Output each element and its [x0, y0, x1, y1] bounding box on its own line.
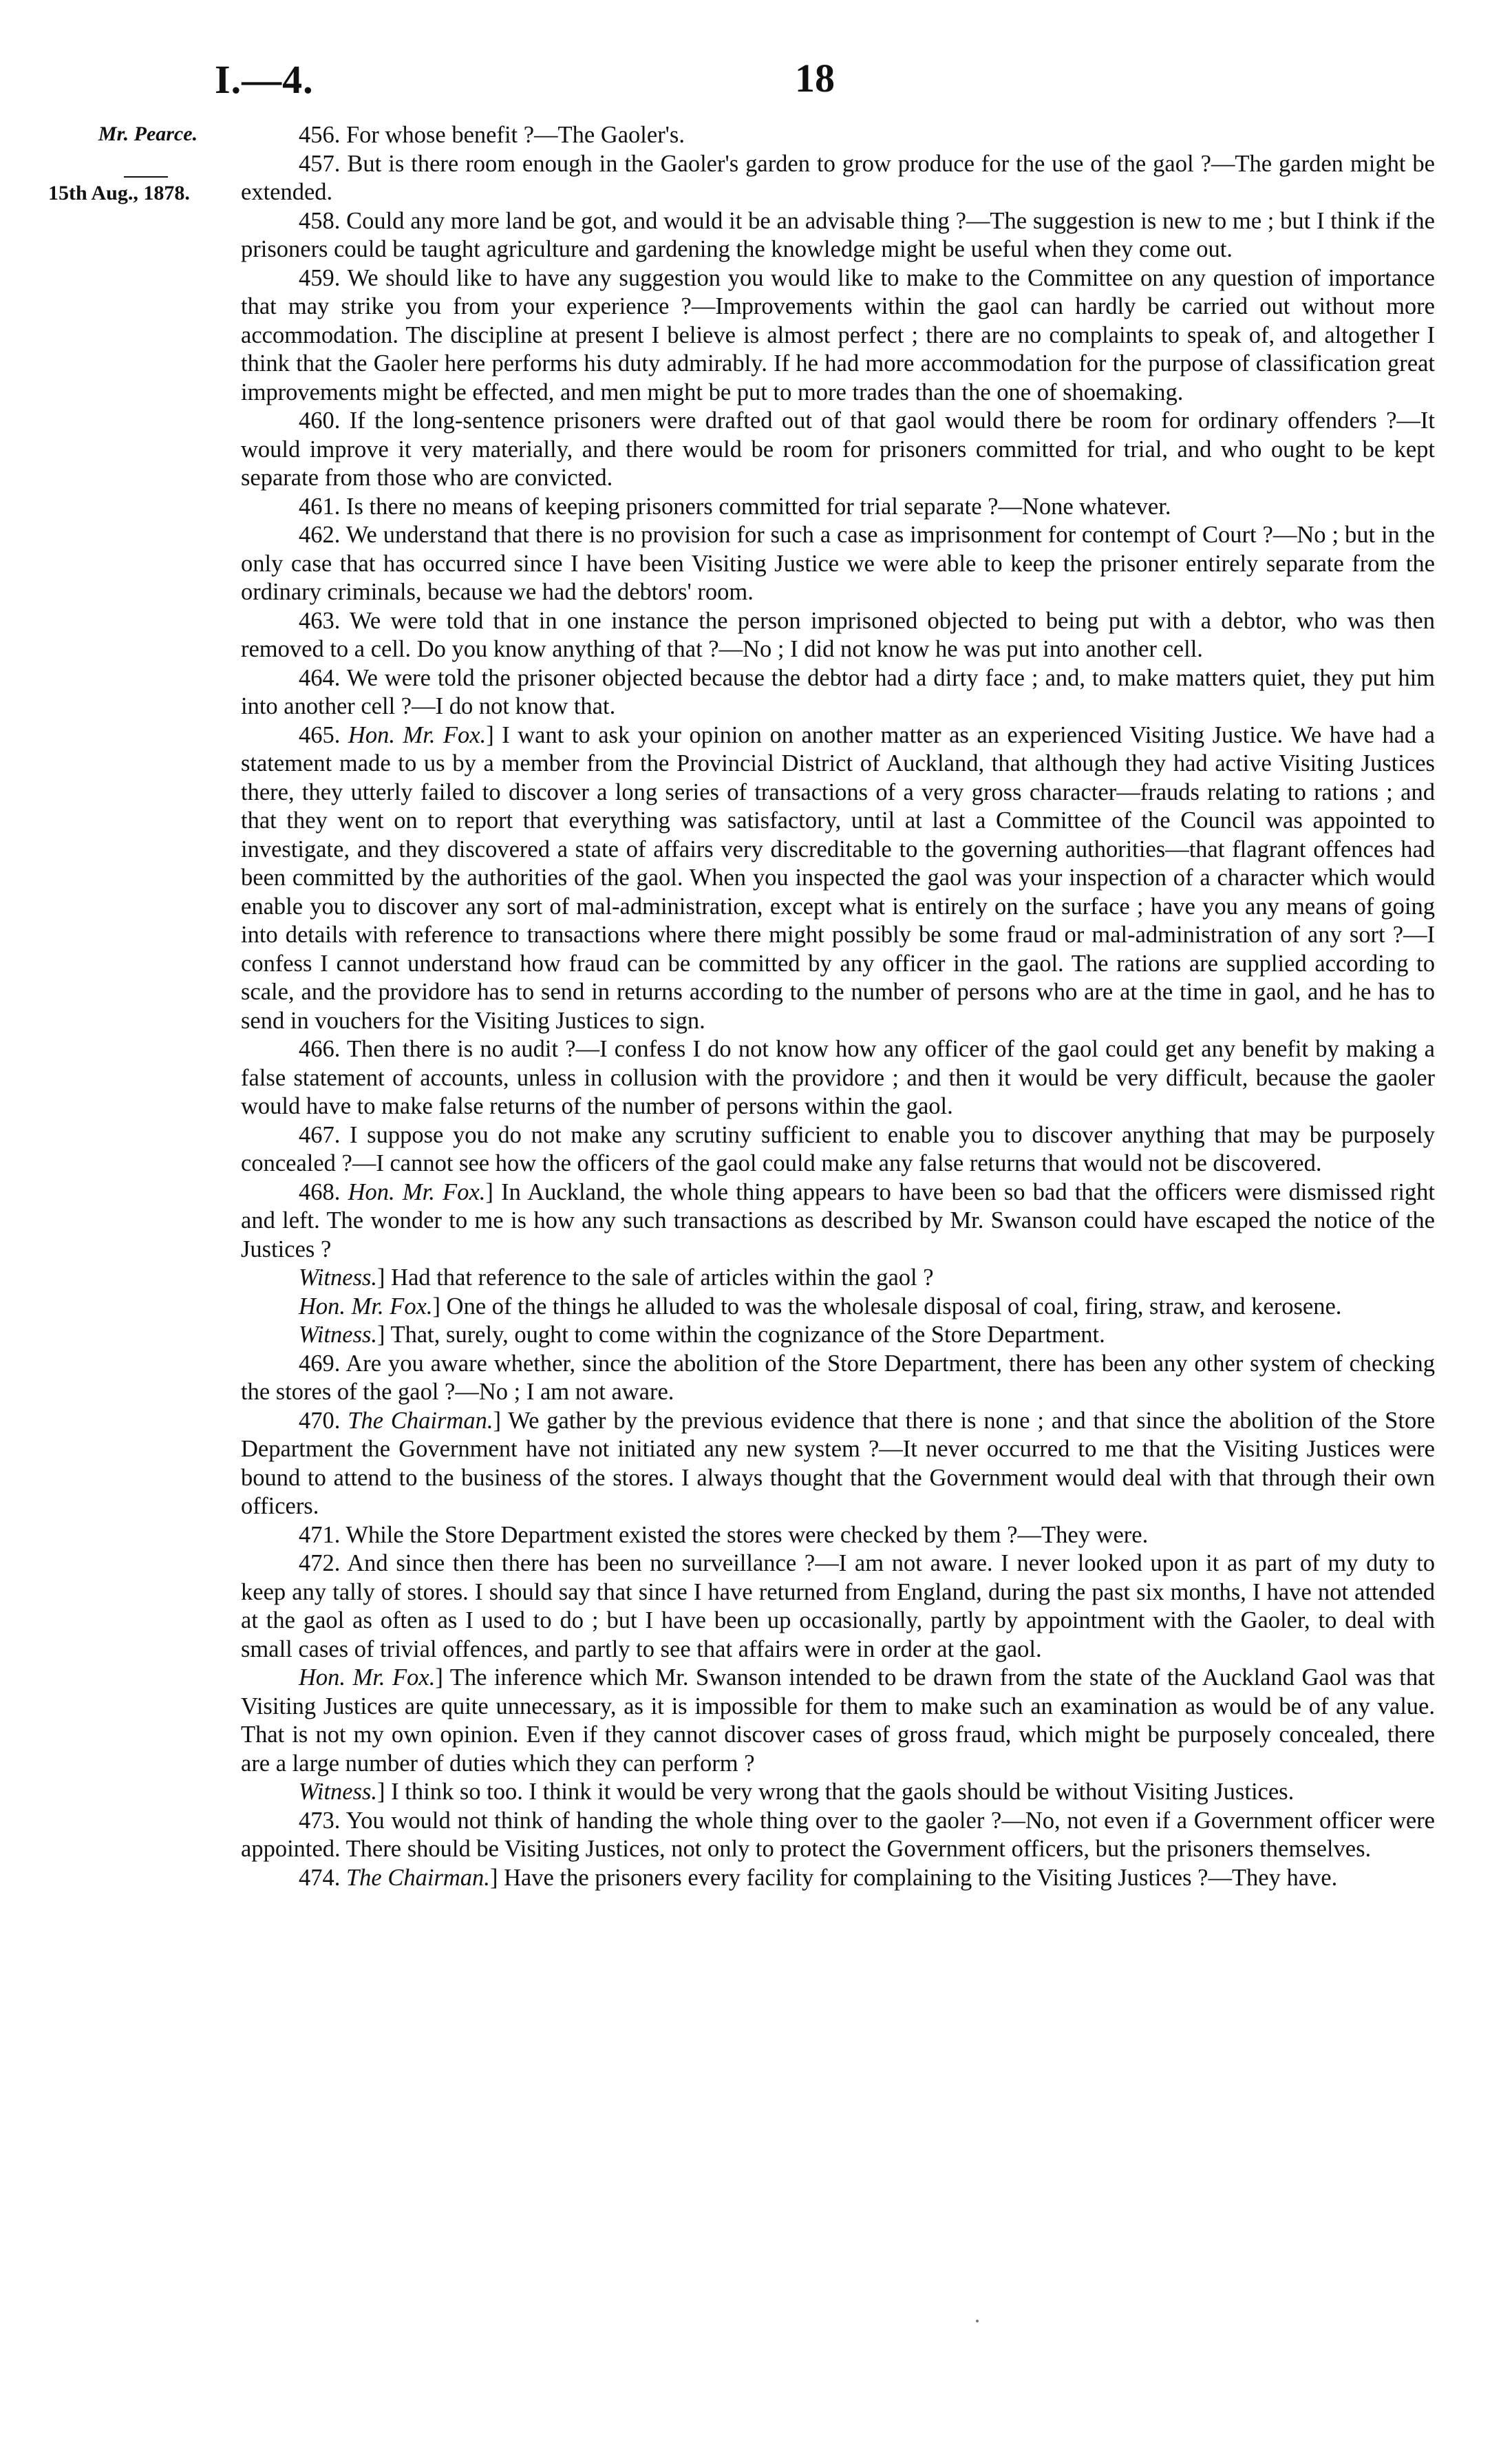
speaker-name: Hon. Mr. Fox.	[348, 1178, 486, 1205]
evidence-paragraph	[241, 407, 1435, 493]
paragraph-text: 456. For whose benefit ?—The Gaoler's.	[299, 122, 685, 148]
speaker-name: Witness.	[299, 1264, 378, 1291]
hearing-date: 15th Aug., 1878.	[48, 182, 190, 204]
evidence-paragraph	[241, 607, 1435, 664]
evidence-paragraph	[241, 150, 1435, 207]
evidence-paragraph	[241, 1035, 1435, 1121]
evidence-paragraph	[241, 521, 1435, 607]
paragraph-text: 473. You would not think of handing the whole thing over to the gaoler ?—No, not even if a Government officer were appointed. There should be Visiting Justices, not only to protect the Government officers, but the prisoners themselves.	[241, 1807, 1435, 1862]
question-number: 465.	[299, 721, 341, 748]
paragraph-text: 467. I suppose you do not make any scrutiny sufficient to enable you to discover anything that may be purposely concealed ?—I cannot see how the officers of the gaol could make any false returns that would not be discovered.	[241, 1121, 1435, 1176]
evidence-paragraph: Witness.] Had that reference to the sale of articles within the gaol ?	[299, 1264, 934, 1291]
question-number: 470.	[299, 1407, 341, 1434]
evidence-paragraph: 468. Hon. Mr. Fox.] In Auckland, the whole thing appears to have been so bad that the officers were dismissed right and left. The wonder to me is how any such transactions as described by Mr. Swanson could have escaped the notice of the Justices ?	[241, 1178, 1435, 1262]
paper-reference: I.—4.	[215, 57, 314, 102]
evidence-paragraph: Witness.] That, surely, ought to come within the cognizance of the Store Department.	[299, 1322, 1105, 1348]
speaker-name: The Chairman.	[346, 1864, 490, 1891]
margin-notes	[48, 123, 248, 205]
paragraph-text: 462. We understand that there is no provision for such a case as imprisonment for contempt of Court ?—No ; but in the only case that has occurred since I have been Visiting Justice we were able to keep the prisoner entirely separate from the ordinary criminals, because we had the debtors' room.	[241, 522, 1435, 605]
paragraph-text: 469. Are you aware whether, since the abolition of the Store Department, there has been any other system of checking the stores of the gaol ?—No ; I am not aware.	[241, 1350, 1435, 1405]
paragraph-text: 466. Then there is no audit ?—I confess I do not know how any officer of the gaol could get any benefit by making a false statement of accounts, unless in collusion with the providore ; and then it would be very difficult, because the gaoler would have to make false returns of the number of persons within the gaol.	[241, 1036, 1435, 1119]
paragraph-text: 458. Could any more land be got, and would it be an advisable thing ?—The suggestion is new to me ; but I think if the prisoners could be taught agriculture and gardening the knowledge might be useful when they come out.	[241, 207, 1435, 262]
evidence-paragraph	[241, 1350, 1435, 1407]
evidence-paragraph	[241, 1121, 1435, 1178]
paragraph-text: 461. Is there no means of keeping prisoners committed for trial separate ?—None whatever.	[299, 493, 1171, 520]
speaker-name: Hon. Mr. Fox.	[299, 1293, 433, 1320]
speaker-name: The Chairman.	[348, 1407, 493, 1434]
paragraph-text: 463. We were told that in one instance the person imprisoned objected to being put with a debtor, who was then removed to a cell. Do you know anything of that ?—No ; I did not know he was put into another cell.	[241, 607, 1435, 662]
evidence-paragraph: Hon. Mr. Fox.] The inference which Mr. Swanson intended to be drawn from the state of the Auckland Gaol was that Visiting Justices are quite unnecessary, as it is impossible for them to make such an examination as would be of any value. That is not my own opinion. Even if they cannot discover cases of gross fraud, which might be purposely concealed, there are a large number of duties which they can perform ?	[241, 1664, 1435, 1777]
page-header	[0, 41, 1512, 110]
evidence-paragraph: 470. The Chairman.] We gather by the previous evidence that there is none ; and that since the abolition of the Store Department the Government have not initiated any new system ?—It never occurred to me that the Visiting Justices were bound to attend to the business of the stores. I always thought that the Government would deal with that through their own officers.	[241, 1407, 1436, 1519]
paragraph-text: Have the prisoners every facility for complaining to the Visiting Justices ?—They have.	[504, 1864, 1338, 1891]
speaker-name: Witness.	[299, 1779, 378, 1805]
evidence-paragraph	[241, 207, 1435, 264]
margin-rule	[124, 176, 168, 178]
question-number: 474.	[299, 1864, 341, 1891]
evidence-paragraph: 465. Hon. Mr. Fox.] I want to ask your opinion on another matter as an experienced Visiting Justice. We have had a statement made to us by a member from the Provincial District of Auckland, that although they had active Visiting Justices there, they utterly failed to discover a long series of transactions of a very gross character—frauds relating to rations ; and that they went on to report that everything was satisfactory, until at last a Committee of the Council was appointed to investigate, and they discovered a state of affairs very discreditable to the governing authorities—that flagrant offences had been committed by the authorities of the gaol. When you inspected the gaol was your inspection of a character which would enable you to discover any sort of mal-administration, except what is entirely on the surface ; have you any means of going into details with reference to transactions where there might possibly be some fraud or mal-administration of any sort ?—I confess I cannot understand how fraud can be committed by any officer in the gaol. The rations are supplied according to scale, and the providore has to send in returns according to the number of persons who are at the time in gaol, and he has to send in vouchers for the Visiting Justices to sign.	[241, 721, 1435, 1034]
evidence-paragraph	[241, 1807, 1435, 1864]
paragraph-text: The inference which Mr. Swanson intended to be drawn from the state of the Auckland Gaol was that Visiting Justices are quite unnecessary, as it is impossible for them to make such an examination as would be of any value. That is not my own opinion. Even if they cannot discover cases of gross fraud, which might be purposely concealed, there are a large number of duties which they can perform ?	[241, 1664, 1435, 1777]
question-number: 468.	[299, 1178, 341, 1205]
evidence-paragraph	[241, 1521, 1435, 1550]
paragraph-text: I want to ask your opinion on another matter as an experienced Visiting Justice. We have had a statement made to us by a member from the Provincial District of Auckland, that although they had active Visiting Justices there, they utterly failed to discover a long series of transactions of a very gross character—frauds relating to rations ; and that they went on to report that everything was satisfactory, until at last a Committee of the Council was appointed to investigate, and they discovered a state of affairs very discreditable to the governing authorities—that flagrant offences had been committed by the authorities of the gaol. When you inspected the gaol was your inspection of a character which would enable you to discover any sort of mal-administration, except what is entirely on the surface ; have you any means of going into details with reference to transactions where there might possibly be some fraud or mal-administration of any sort ?—I confess I cannot understand how fraud can be committed by any officer in the gaol. The rations are supplied according to scale, and the providore has to send in returns according to the number of persons who are at the time in gaol, and he has to send in vouchers for the Visiting Justices to sign.	[241, 721, 1435, 1034]
evidence-paragraph: Witness.] I think so too. I think it would be very wrong that the gaols should be without Visiting Justices.	[299, 1779, 1295, 1805]
paragraph-text: 464. We were told the prisoner objected because the debtor had a dirty face ; and, to make matters quiet, they put him into another cell ?—I do not know that.	[241, 664, 1435, 719]
speaker-name: Witness.	[299, 1322, 378, 1348]
speaker-name: Hon. Mr. Fox.	[299, 1664, 436, 1691]
paragraph-text: 472. And since then there has been no surveillance ?—I am not aware. I never looked upon it as part of my duty to keep any tally of stores. I should say that since I have returned from England, during the past six months, I have not attended at the gaol as often as I used to do ; but I have been up occasionally, partly by appointment with the Gaoler, to deal with small cases of trivial offences, and partly to see that affairs were in order at the gaol.	[241, 1550, 1435, 1662]
evidence-paragraph: 474. The Chairman.] Have the prisoners every facility for complaining to the Visiting Justices ?—They have.	[299, 1864, 1338, 1891]
evidence-paragraph	[241, 664, 1435, 721]
evidence-text	[241, 121, 1435, 1892]
evidence-paragraph	[241, 493, 1435, 522]
evidence-paragraph: Hon. Mr. Fox.] One of the things he alluded to was the wholesale disposal of coal, firing, straw, and kerosene.	[299, 1293, 1342, 1320]
speaker-name: Hon. Mr. Fox.	[348, 721, 487, 748]
paragraph-text: 459. We should like to have any suggestion you would like to make to the Committee on any question of importance that may strike you from your experience ?—Improvements within the gaol can hardly be carried out without more accommodation. The discipline at present I believe is almost perfect ; there are no complaints to speak of, and altogether I think that the Gaoler here performs his duty admirably. If he had more accommodation for the purpose of classification great improvements might be effected, and men might be put to more trades than the one of shoemaking.	[241, 264, 1435, 405]
paragraph-text: 457. But is there room enough in the Gaoler's garden to grow produce for the use of the gaol ?—The garden might be extended.	[241, 150, 1435, 205]
paragraph-text: One of the things he alluded to was the wholesale disposal of coal, firing, straw, and kerosene.	[446, 1293, 1342, 1320]
witness-name: Mr. Pearce.	[98, 123, 198, 145]
paragraph-text: 471. While the Store Department existed the stores were checked by them ?—They were.	[299, 1521, 1149, 1548]
evidence-paragraph	[241, 264, 1435, 407]
print-speck	[976, 2320, 979, 2322]
paragraph-text: 460. If the long-sentence prisoners were drafted out of that gaol would there be room for ordinary offenders ?—It would improve it very materially, and there would be room for prisoners committed for trial, and who ought to be kept separate from those who are convicted.	[241, 407, 1435, 491]
page-number: 18	[795, 56, 835, 100]
evidence-paragraph	[241, 1549, 1435, 1664]
paragraph-text: I think so too. I think it would be very wrong that the gaols should be without Visiting Justices.	[391, 1779, 1295, 1805]
paragraph-text: In Auckland, the whole thing appears to have been so bad that the officers were dismissed right and left. The wonder to me is how any such transactions as described by Mr. Swanson could have escaped the notice of the Justices ?	[241, 1178, 1435, 1262]
paragraph-text: Had that reference to the sale of articles within the gaol ?	[391, 1264, 934, 1291]
paragraph-text: That, surely, ought to come within the cognizance of the Store Department.	[390, 1322, 1105, 1348]
paragraph-text: We gather by the previous evidence that there is none ; and that since the abolition of the Store Department the Government have not initiated any new system ?—It never occurred to me that the Visiting Justices were bound to attend to the business of the stores. I always thought that the Government would deal with that through their own officers.	[241, 1407, 1436, 1519]
evidence-paragraph	[241, 121, 1435, 150]
